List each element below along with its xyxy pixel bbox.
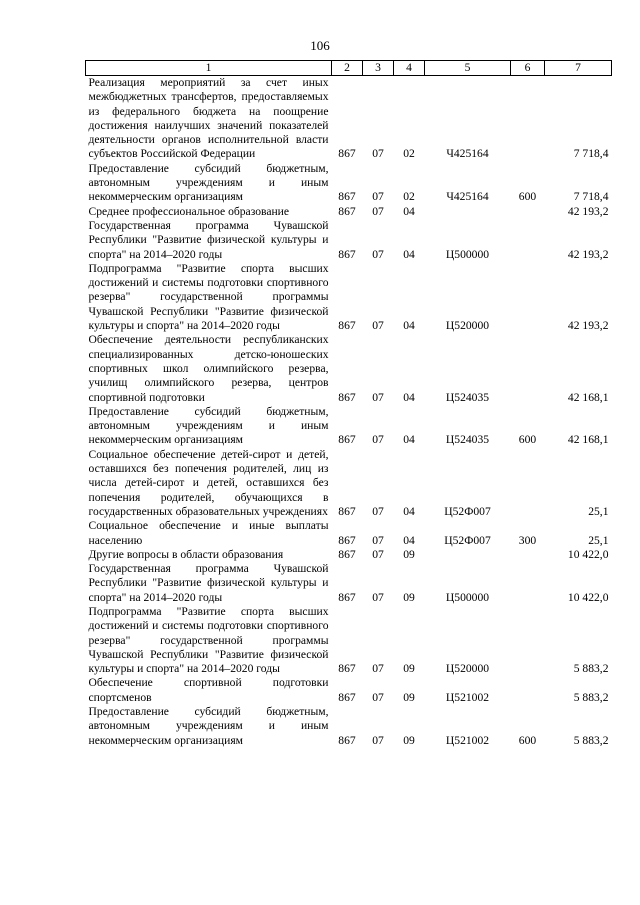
row-subsection-code: 09 [403,733,415,747]
row-ministry-code: 867 [338,190,356,204]
column-header-ministry: 2 [332,61,363,76]
row-expense-type [511,676,545,705]
row-section-code: 07 [372,733,384,747]
table-row [86,219,612,262]
row-section-code: 07 [372,147,384,161]
row-ministry-code: 867 [338,690,356,704]
row-ministry-code: 867 [338,390,356,404]
row-section-code: 07 [372,662,384,676]
page-number: 106 [310,38,330,53]
row-target-article: Ц52Ф007 [444,533,491,547]
row-section-code: 07 [372,204,384,218]
row-amount: 10 422,0 [567,547,609,561]
row-amount: 25,1 [588,533,609,547]
row-expense-type [511,333,545,404]
row-subsection-code: 04 [403,433,415,447]
row-section-code: 07 [372,504,384,518]
row-target-article: Ц500000 [445,590,490,604]
row-amount: 42 168,1 [567,390,609,404]
row-ministry-code: 867 [338,319,356,333]
row-amount: 10 422,0 [567,590,609,604]
row-name: Государственная программа Чувашской Республики "Развитие физической культуры и спорта" на 2014–2020 годы [88,562,329,604]
row-section-code: 07 [372,390,384,404]
row-target-article: Ц500000 [445,247,490,261]
row-section-code: 07 [372,690,384,704]
row-ministry-code: 867 [338,733,356,747]
column-header-name: 1 [86,61,332,76]
table-row [86,76,612,162]
row-amount: 7 718,4 [573,190,609,204]
row-name: Предоставление субсидий бюджетным, автономным учреждениям и иным некоммерческим организациям [88,161,329,204]
row-ministry-code: 867 [338,662,356,676]
row-amount: 5 883,2 [573,662,609,676]
row-name: Обеспечение деятельности республиканских специализированных детско-юношеских спортивных школ олимпийского резерва, училищ олимпийского резерва, центров спортивной подготовки [88,333,329,404]
column-header-expense-type: 6 [511,61,545,76]
row-subsection-code: 04 [403,204,415,218]
row-target-article: Ц520000 [445,319,490,333]
row-section-code: 07 [372,319,384,333]
row-name: Подпрограмма "Развитие спорта высших достижений и системы подготовки спортивного резерва" государственной программы Чувашской Республики "Развитие физической культуры и спорта" на 2014–2020 годы [88,261,329,333]
row-subsection-code: 04 [403,390,415,404]
row-section-code: 07 [372,533,384,547]
row-expense-type [511,76,545,162]
row-subsection-code: 09 [403,590,415,604]
row-name: Другие вопросы в области образования [88,547,284,561]
row-subsection-code: 09 [403,547,415,561]
row-expense-type [511,205,545,219]
row-ministry-code: 867 [338,504,356,518]
row-ministry-code: 867 [338,247,356,261]
row-section-code: 07 [372,190,384,204]
row-amount: 42 193,2 [567,247,609,261]
column-header-target-article: 5 [425,61,511,76]
row-expense-type [511,219,545,262]
column-header-section: 3 [363,61,394,76]
table-row [86,562,612,605]
column-header-amount: 7 [545,61,612,76]
row-target-article: Ц521002 [445,690,490,704]
row-target-article: Ц524035 [445,433,490,447]
row-target-article: Ц52Ф007 [444,504,491,518]
row-amount: 7 718,4 [573,147,609,161]
row-target-article [425,548,511,562]
row-section-code: 07 [372,433,384,447]
row-subsection-code: 04 [403,504,415,518]
row-amount: 42 168,1 [567,433,609,447]
row-expense-type [511,605,545,676]
table-row [86,162,612,205]
row-expense-type: 300 [518,533,537,547]
row-subsection-code: 02 [403,190,415,204]
row-section-code: 07 [372,590,384,604]
row-target-article: Ц520000 [445,662,490,676]
row-expense-type [511,448,545,519]
row-subsection-code: 04 [403,319,415,333]
row-ministry-code: 867 [338,147,356,161]
table-row [86,405,612,448]
row-name: Социальное обеспечение и иные выплаты населению [88,519,329,547]
row-expense-type [511,562,545,605]
row-amount: 42 193,2 [567,319,609,333]
row-subsection-code: 04 [403,247,415,261]
row-subsection-code: 09 [403,690,415,704]
table-body [86,76,612,748]
row-subsection-code: 04 [403,533,415,547]
row-ministry-code: 867 [338,533,356,547]
row-ministry-code: 867 [338,590,356,604]
table-row [86,205,612,219]
table-row [86,705,612,748]
row-name: Предоставление субсидий бюджетным, автономным учреждениям и иным некоммерческим организациям [88,705,329,747]
row-expense-type [511,262,545,333]
row-amount: 25,1 [588,504,609,518]
budget-table [85,60,612,748]
row-name: Среднее профессиональное образование [88,204,290,218]
row-name: Государственная программа Чувашской Республики "Развитие физической культуры и спорта" на 2014–2020 годы [88,218,329,261]
row-expense-type [511,548,545,562]
table-row [86,448,612,519]
row-amount: 5 883,2 [573,733,609,747]
table-row [86,676,612,705]
row-name: Предоставление субсидий бюджетным, автономным учреждениям и иным некоммерческим организациям [88,404,329,447]
row-expense-type: 600 [518,733,537,747]
row-amount: 5 883,2 [573,690,609,704]
row-expense-type: 600 [518,433,537,447]
row-target-article: Ч425164 [446,190,489,204]
table-row [86,548,612,562]
row-subsection-code: 02 [403,147,415,161]
row-name: Реализация мероприятий за счет иных межбюджетных трансфертов, предоставляемых из федерального бюджета на поощрение достижения наилучших значений показателей деятельности органов исполнительной власти субъектов Российской Федерации [88,76,329,161]
row-target-article: Ц521002 [445,733,490,747]
row-target-article [425,205,511,219]
row-target-article: Ц524035 [445,390,490,404]
row-expense-type: 600 [518,190,537,204]
row-name: Социальное обеспечение детей-сирот и детей, оставшихся без попечения родителей, лиц из числа детей-сирот и детей, оставшихся без попечения родителей, обучающихся в государственных образовательных учреждениях [88,447,329,518]
row-name: Обеспечение спортивной подготовки спортсменов [88,676,329,704]
header-row [86,61,612,76]
table-header [86,61,612,76]
table-row [86,262,612,333]
row-section-code: 07 [372,247,384,261]
table-row [86,333,612,404]
row-target-article: Ч425164 [446,147,489,161]
row-ministry-code: 867 [338,547,356,561]
row-section-code: 07 [372,547,384,561]
table-row [86,519,612,548]
table-row [86,605,612,676]
row-ministry-code: 867 [338,433,356,447]
row-subsection-code: 09 [403,662,415,676]
row-ministry-code: 867 [338,204,356,218]
column-header-subsection: 4 [394,61,425,76]
row-name: Подпрограмма "Развитие спорта высших достижений и системы подготовки спортивного резерва" государственной программы Чувашской Республики "Развитие физической культуры и спорта" на 2014–2020 годы [88,604,329,676]
row-amount: 42 193,2 [567,204,609,218]
